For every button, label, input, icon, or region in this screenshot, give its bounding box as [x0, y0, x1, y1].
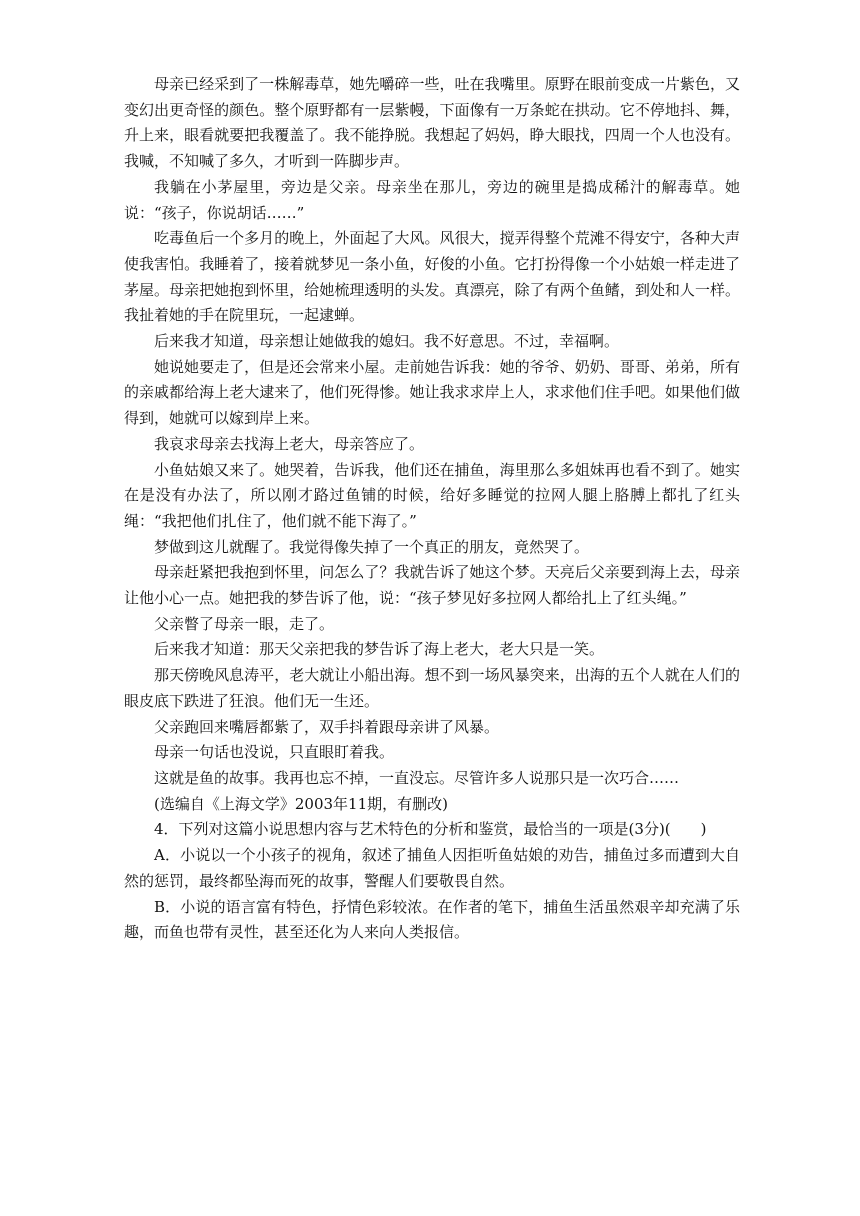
option-b: B．小说的语言富有特色，抒情色彩较浓。在作者的笔下，捕鱼生活虽然艰辛却充满了乐趣，而鱼也带有灵性，甚至还化为人来向人类报信。: [124, 897, 740, 942]
paragraph: 母亲赶紧把我抱到怀里，问怎么了？我就告诉了她这个梦。天亮后父亲要到海上去，母亲让他小心一点。她把我的梦告诉了他，说：“孩子梦见好多拉网人都给扎上了红头绳。”: [124, 563, 740, 608]
source-citation: (选编自《上海文学》2003年11期，有删改): [154, 794, 448, 813]
paragraph: 父亲跑回来嘴唇都紫了，双手抖着跟母亲讲了风暴。: [154, 717, 500, 736]
paragraph: 她说她要走了，但是还会常来小屋。走前她告诉我：她的爷爷、奶奶、哥哥、弟弟，所有的亲戚都给海上老大逮来了，他们死得惨。她让我求求岸上人，求求他们住手吧。如果他们做得到，她就可以嫁到岸上来。: [124, 357, 740, 428]
paragraph: 这就是鱼的故事。我再也忘不掉，一直没忘。尽管许多人说那只是一次巧合……: [154, 768, 680, 787]
paragraph: 父亲瞥了母亲一眼，走了。: [154, 614, 335, 633]
paragraph: 母亲一句话也没说，只直眼盯着我。: [154, 743, 395, 762]
paragraph: 母亲已经采到了一株解毒草，她先嚼碎一些，吐在我嘴里。原野在眼前变成一片紫色，又变幻出更奇怪的颜色。整个原野都有一层紫幔，下面像有一万条蛇在拱动。它不停地抖、舞，升上来，眼看就要把我覆盖了。我不能挣脱。我想起了妈妈，睁大眼找，四周一个人也没有。我喊，不知喊了多久，才听到一阵脚步声。: [124, 75, 740, 171]
document-body: [124, 72, 740, 946]
paragraph: 吃毒鱼后一个多月的晚上，外面起了大风。风很大，搅弄得整个荒滩不得安宁，各种大声使我害怕。我睡着了，接着就梦见一条小鱼，好俊的小鱼。它打扮得像一个小姑娘一样走进了茅屋。母亲把她抱到怀里，给她梳理透明的头发。真漂亮，除了有两个鱼鳍，到处和人一样。我扯着她的手在院里玩，一起逮蝉。: [124, 229, 740, 325]
option-a: A．小说以一个小孩子的视角，叙述了捕鱼人因拒听鱼姑娘的劝告，捕鱼过多而遭到大自然的惩罚，最终都坠海而死的故事，警醒人们要敬畏自然。: [124, 846, 740, 890]
paragraph: 梦做到这儿就醒了。我觉得像失掉了一个真正的朋友，竟然哭了。: [154, 537, 590, 556]
paragraph: 我躺在小茅屋里，旁边是父亲。母亲坐在那儿，旁边的碗里是捣成稀汁的解毒草。她说：“孩子，你说胡话……”: [124, 177, 740, 222]
paragraph: 小鱼姑娘又来了。她哭着，告诉我，他们还在捕鱼，海里那么多姐妹再也看不到了。她实在是没有办法了，所以刚才路过鱼铺的时候，给好多睡觉的拉网人腿上胳膊上都扎了红头绳：“我把他们扎住了，他们就不能下海了。”: [124, 460, 740, 530]
paragraph: 那天傍晚风息涛平，老大就让小船出海。想不到一场风暴突来，出海的五个人就在人们的眼皮底下跌进了狂浪。他们无一生还。: [124, 666, 740, 710]
paragraph: 后来我才知道：那天父亲把我的梦告诉了海上老大，老大只是一笑。: [154, 640, 605, 659]
question-stem: 4．下列对这篇小说思想内容与艺术特色的分析和鉴赏，最恰当的一项是(3分)( ): [154, 820, 707, 839]
paragraph: 我哀求母亲去找海上老大，母亲答应了。: [154, 434, 425, 453]
paragraph: 后来我才知道，母亲想让她做我的媳妇。我不好意思。不过，幸福啊。: [154, 332, 620, 351]
